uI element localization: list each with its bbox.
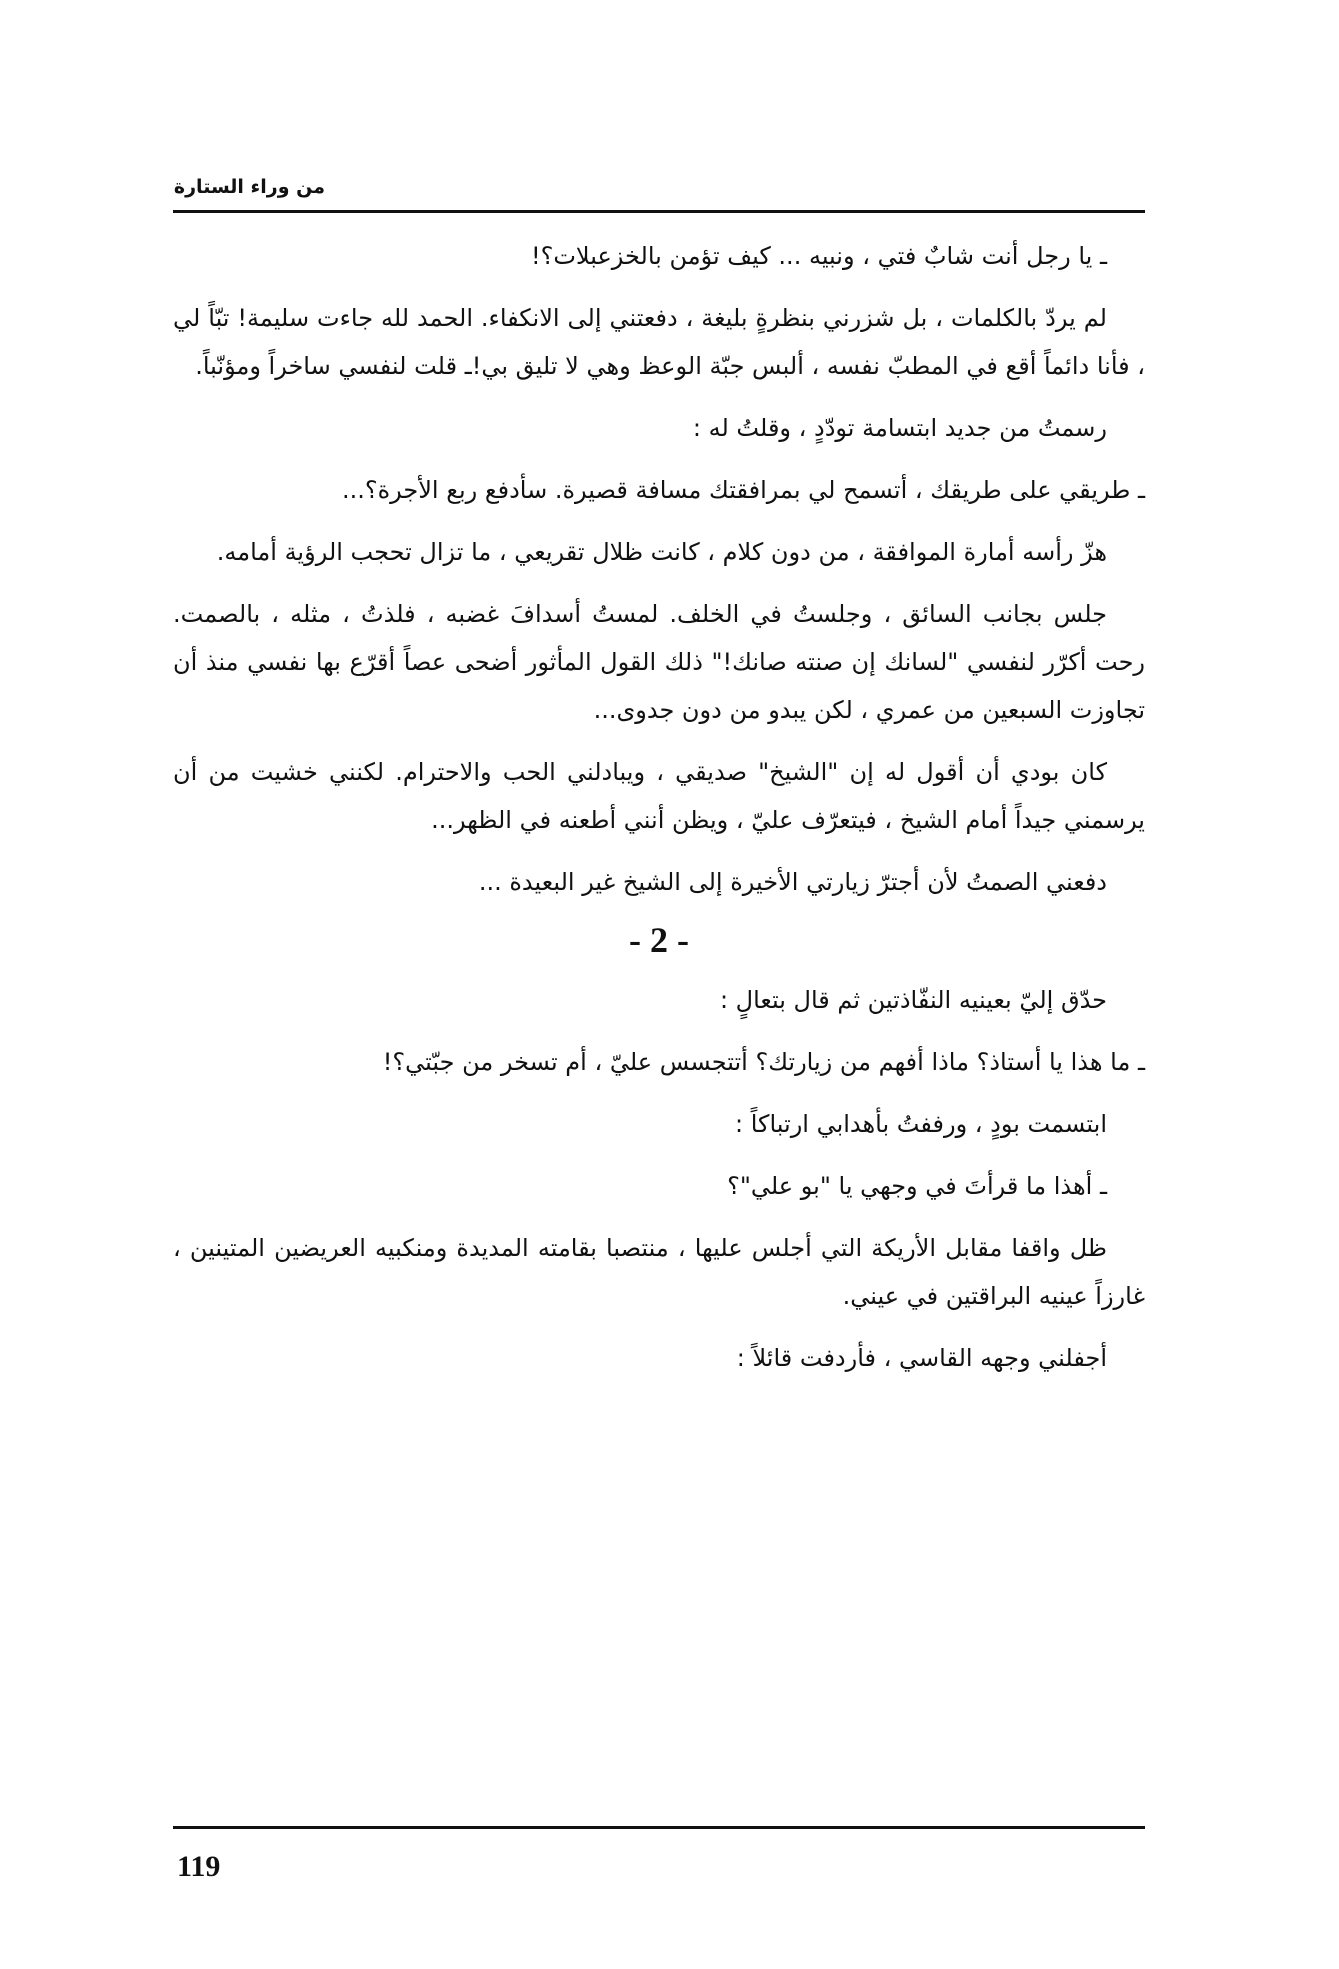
paragraph: ـ طريقي على طريقك ، أتسمح لي بمرافقتك مسافة قصيرة. سأدفع ربع الأجرة؟... xyxy=(341,476,1145,504)
paragraph: حدّق إليّ بعينيه النفّاذتين ثم قال بتعالٍ : xyxy=(719,986,1107,1014)
paragraph: أجفلني وجهه القاسي ، فأردفت قائلاً : xyxy=(736,1344,1107,1372)
footer-rule xyxy=(173,1826,1145,1829)
paragraph: لم يردّ بالكلمات ، بل شزرني بنظرةٍ بليغة ، دفعتني إلى الانكفاء. الحمد لله جاءت سليمة! تبّاً لي ، فأنا دائماً أقع في المطبّ نفسه ، ألبس جبّة الوعظ وهي لا تليق بي!ـ قلت لنفسي ساخراً ومؤنّباً. xyxy=(173,304,1145,380)
page-number: 119 xyxy=(177,1850,221,1883)
paragraph: جلس بجانب السائق ، وجلستُ في الخلف. لمستُ أسدافَ غضبه ، فلذتُ ، مثله ، بالصمت. رحت أكرّر لنفسي "لسانك إن صنته صانك!" ذلك القول المأثور أضحى عصاً أقرّع بها نفسي منذ أن تجاوزت السبعين من عمري ، لكن يبدو من دون جدوى... xyxy=(173,600,1145,724)
paragraph: ـ يا رجل أنت شابٌ فتي ، ونبيه ... كيف تؤمن بالخزعبلات؟! xyxy=(530,242,1107,270)
paragraph: هزّ رأسه أمارة الموافقة ، من دون كلام ، كانت ظلال تقريعي ، ما تزال تحجب الرؤية أمامه. xyxy=(216,538,1107,566)
body-text xyxy=(173,232,1145,1396)
section-number: - 2 - xyxy=(629,920,689,960)
paragraph: رسمتُ من جديد ابتسامة تودّدٍ ، وقلتُ له : xyxy=(692,414,1107,442)
paragraph: ـ ما هذا يا أستاذ؟ ماذا أفهم من زيارتك؟ أتتجسس عليّ ، أم تسخر من جبّتي؟! xyxy=(382,1048,1145,1076)
paragraph: كان بودي أن أقول له إن "الشيخ" صديقي ، ويبادلني الحب والاحترام. لكنني خشيت من أن يرسمني جيداً أمام الشيخ ، فيتعرّف عليّ ، ويظن أنني أطعنه في الظهر... xyxy=(173,758,1145,834)
paragraph: ابتسمت بودٍ ، ورففتُ بأهدابي ارتباكاً : xyxy=(735,1110,1107,1138)
paragraph: ظل واقفا مقابل الأريكة التي أجلس عليها ، منتصبا بقامته المديدة ومنكبيه العريضين المتينين ، غارزاً عينيه البراقتين في عيني. xyxy=(173,1234,1145,1310)
paragraph: دفعني الصمتُ لأن أجترّ زيارتي الأخيرة إلى الشيخ غير البعيدة ... xyxy=(478,868,1107,896)
running-header-title: من وراء الستارة xyxy=(173,176,325,198)
paragraph: ـ أهذا ما قرأتَ في وجهي يا "بو علي"؟ xyxy=(727,1172,1107,1200)
header-rule xyxy=(173,210,1145,213)
